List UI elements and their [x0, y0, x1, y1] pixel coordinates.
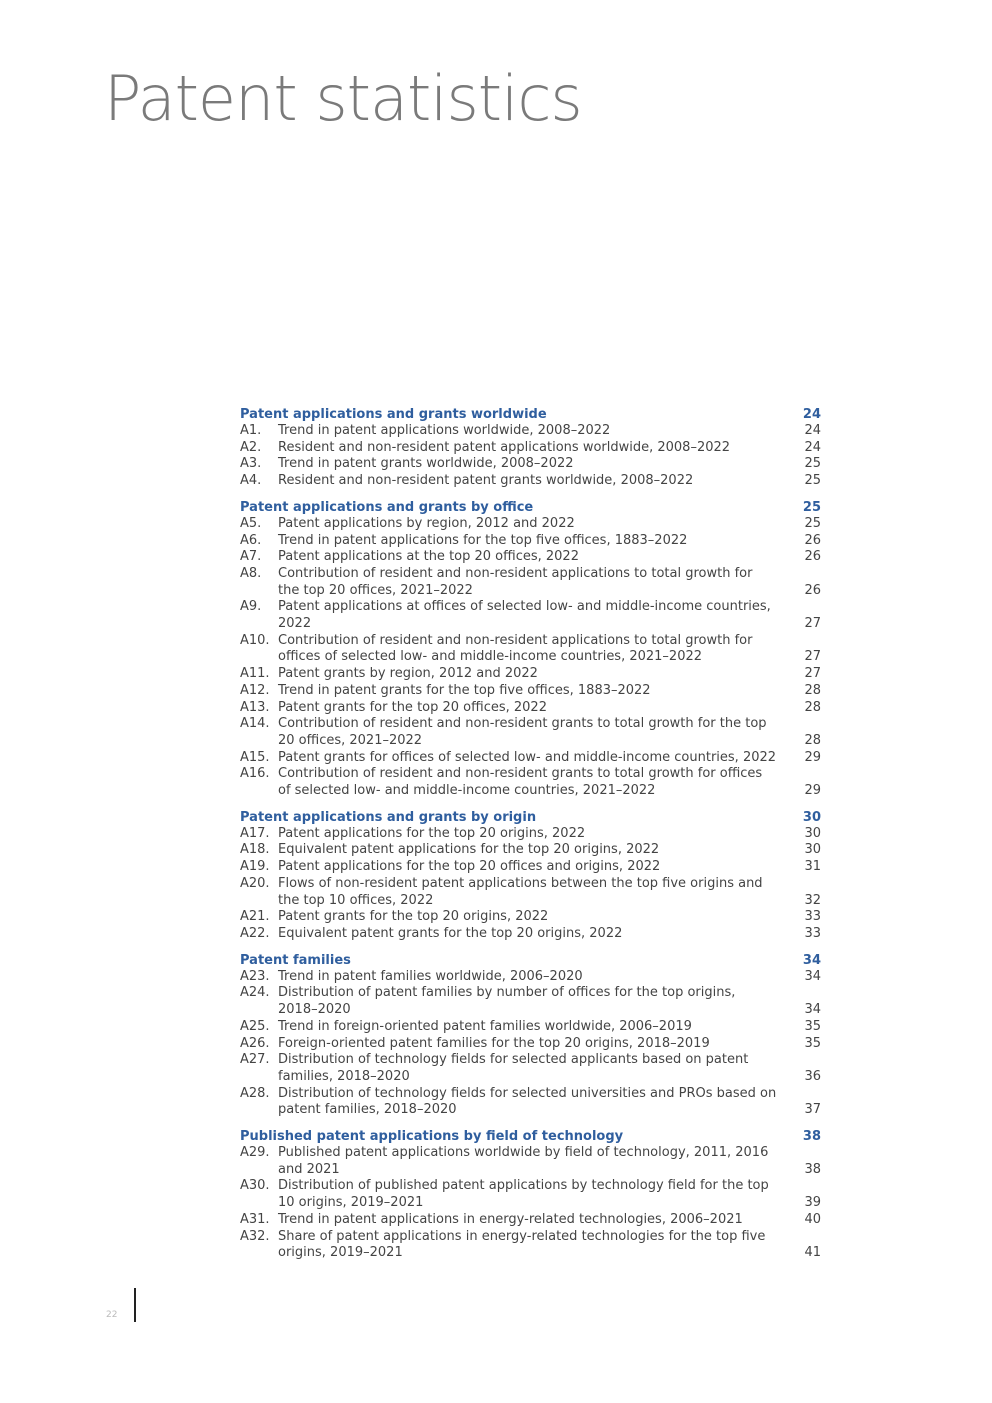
entry-number: A21. [240, 909, 270, 925]
entry-title: Published patent applications worldwide by field of technology, 2011, 2016 and 2021 [278, 1145, 769, 1177]
entry-page-number: 35 [804, 1018, 821, 1034]
entry-page-number: 27 [804, 616, 821, 632]
toc-entry[interactable] [240, 423, 821, 440]
entry-page-number: 30 [804, 842, 821, 858]
entry-page-number: 25 [804, 473, 821, 489]
entry-title: Patent applications at the top 20 offices, 2022 [278, 549, 579, 565]
entry-title: Patent applications for the top 20 offices and origins, 2022 [278, 859, 661, 875]
entry-number: A9. [240, 599, 262, 615]
entry-page-number: 30 [804, 825, 821, 841]
toc-entry[interactable] [240, 1036, 821, 1053]
toc-entry[interactable] [240, 456, 821, 473]
entry-page-number: 31 [804, 859, 821, 875]
entry-title: Trend in patent applications worldwide, 2008–2022 [278, 423, 611, 438]
toc-entry[interactable] [240, 1019, 821, 1036]
entry-number: A16. [240, 766, 270, 782]
entry-number: A1. [240, 423, 262, 438]
entry-title: Contribution of resident and non-resident grants to total growth for offices of selected low- and middle-income countries, 2021–2022 [278, 766, 763, 799]
toc-entry[interactable] [240, 876, 821, 909]
toc-entry[interactable] [240, 1145, 821, 1178]
entry-title: Distribution of published patent applications by technology field for the top 10 origins, 2019–2021 [278, 1178, 769, 1211]
entry-page-number: 34 [804, 1002, 821, 1018]
section-heading-text: Patent families [240, 952, 351, 968]
entry-page-number: 25 [804, 515, 821, 531]
page-number: 22 [106, 1310, 118, 1320]
entry-number: A32. [240, 1228, 270, 1244]
entry-number: A14. [240, 716, 270, 732]
entry-number: A20. [240, 875, 270, 891]
toc-entry[interactable] [240, 859, 821, 876]
toc-entry[interactable] [240, 516, 821, 533]
entry-page-number: 26 [804, 582, 821, 598]
toc-entry[interactable] [240, 440, 821, 457]
toc-section [240, 499, 821, 800]
entry-number: A3. [240, 456, 262, 472]
section-page-number: 25 [802, 499, 821, 515]
entry-page-number: 41 [804, 1245, 821, 1261]
toc-entry[interactable] [240, 700, 821, 717]
entry-page-number: 25 [804, 456, 821, 472]
toc-entry[interactable] [240, 766, 821, 799]
section-heading[interactable] [240, 809, 821, 826]
section-heading[interactable] [240, 1128, 821, 1145]
toc-entry[interactable] [240, 716, 821, 749]
entry-title: Contribution of resident and non-resident grants to total growth for the top 20 offices, 2021–2022 [278, 716, 767, 748]
entry-number: A15. [240, 749, 270, 765]
entry-number: A12. [240, 682, 270, 698]
toc-entry[interactable] [240, 969, 821, 986]
entry-title: Equivalent patent grants for the top 20 origins, 2022 [278, 925, 623, 941]
entry-number: A4. [240, 473, 262, 489]
toc-entry[interactable] [240, 909, 821, 926]
entry-page-number: 40 [804, 1211, 821, 1227]
entry-page-number: 26 [804, 532, 821, 548]
entry-number: A31. [240, 1211, 270, 1227]
toc-entry[interactable] [240, 1086, 821, 1119]
toc-section [240, 406, 821, 490]
entry-number: A8. [240, 565, 262, 581]
toc-entry[interactable] [240, 826, 821, 843]
toc-entry[interactable] [240, 926, 821, 943]
entry-page-number: 27 [804, 649, 821, 665]
entry-page-number: 27 [804, 666, 821, 682]
toc-section [240, 952, 821, 1119]
entry-title: Patent applications by region, 2012 and 2022 [278, 515, 575, 531]
entry-title: Equivalent patent applications for the top 20 origins, 2022 [278, 842, 660, 858]
entry-page-number: 37 [804, 1102, 821, 1118]
toc-entry[interactable] [240, 683, 821, 700]
entry-title: Trend in patent families worldwide, 2006–2020 [278, 968, 583, 984]
entry-title: Trend in patent applications for the top five offices, 1883–2022 [278, 532, 688, 548]
entry-title: Trend in patent grants worldwide, 2008–2022 [278, 456, 574, 472]
entry-page-number: 34 [804, 968, 821, 984]
entry-title: Patent grants for the top 20 offices, 2022 [278, 699, 547, 715]
entry-page-number: 26 [804, 549, 821, 565]
section-heading-text: Patent applications and grants worldwide [240, 407, 547, 422]
entry-title: Patent applications for the top 20 origins, 2022 [278, 825, 586, 841]
entry-title: Share of patent applications in energy-related technologies for the top five origins, 2019–2021 [278, 1228, 766, 1261]
entry-title: Resident and non-resident patent grants worldwide, 2008–2022 [278, 473, 694, 489]
entry-page-number: 33 [804, 925, 821, 941]
entry-number: A26. [240, 1035, 270, 1051]
entry-number: A18. [240, 842, 270, 858]
entry-title: Distribution of technology fields for selected applicants based on patent families, 2018–2020 [278, 1052, 749, 1084]
entry-title: Distribution of patent families by number of offices for the top origins, 2018–2020 [278, 985, 736, 1018]
entry-title: Patent grants for the top 20 origins, 2022 [278, 909, 549, 925]
toc-entry[interactable] [240, 599, 821, 632]
entry-title: Patent grants for offices of selected low- and middle-income countries, 2022 [278, 749, 777, 765]
entry-number: A5. [240, 515, 262, 531]
entry-title: Foreign-oriented patent families for the top 20 origins, 2018–2019 [278, 1035, 710, 1051]
page-divider [134, 1288, 136, 1322]
toc-section [240, 809, 821, 943]
entry-title: Patent grants by region, 2012 and 2022 [278, 666, 538, 682]
section-heading-text: Patent applications and grants by office [240, 499, 534, 515]
entry-page-number: 36 [804, 1068, 821, 1084]
entry-page-number: 39 [804, 1195, 821, 1211]
page-title: Patent statistics [104, 62, 582, 135]
section-heading[interactable] [240, 952, 821, 969]
entry-title: Distribution of technology fields for selected universities and PROs based on patent families, 2018–2020 [278, 1085, 777, 1118]
entry-title: Trend in patent grants for the top five offices, 1883–2022 [278, 682, 651, 698]
toc-entry[interactable] [240, 1178, 821, 1211]
section-heading-text: Published patent applications by field of technology [240, 1129, 624, 1145]
entry-page-number: 29 [804, 783, 821, 799]
entry-title: Resident and non-resident patent applications worldwide, 2008–2022 [278, 439, 731, 455]
entry-page-number: 35 [804, 1035, 821, 1051]
toc-entry[interactable] [240, 842, 821, 859]
entry-number: A6. [240, 532, 262, 548]
entry-number: A10. [240, 632, 270, 648]
entry-number: A27. [240, 1052, 270, 1068]
section-heading[interactable] [240, 499, 821, 516]
toc-entry[interactable] [240, 666, 821, 683]
toc-entry[interactable] [240, 566, 821, 599]
toc-section [240, 1128, 821, 1262]
entry-number: A25. [240, 1018, 270, 1034]
entry-title: Contribution of resident and non-resident applications to total growth for the top 20 offices, 2021–2022 [278, 565, 753, 598]
section-page-number: 34 [802, 952, 821, 968]
entry-number: A30. [240, 1178, 270, 1194]
section-page-number: 30 [802, 809, 821, 825]
entry-page-number: 24 [804, 439, 821, 455]
entry-page-number: 28 [804, 682, 821, 698]
toc-entry[interactable] [240, 750, 821, 767]
entry-title: Contribution of resident and non-resident applications to total growth for offices of selected low- and middle-income countries, 2021–2022 [278, 632, 753, 665]
section-page-number: 38 [802, 1129, 821, 1145]
toc-entry[interactable] [240, 533, 821, 550]
entry-number: A28. [240, 1085, 270, 1101]
section-page-number: 24 [802, 407, 821, 422]
entry-page-number: 38 [804, 1161, 821, 1177]
entry-number: A13. [240, 699, 270, 715]
entry-page-number: 24 [804, 423, 821, 438]
table-of-contents [240, 406, 821, 1271]
toc-entry[interactable] [240, 633, 821, 666]
entry-page-number: 28 [804, 699, 821, 715]
entry-number: A17. [240, 825, 270, 841]
toc-entry[interactable] [240, 1229, 821, 1262]
entry-number: A29. [240, 1145, 270, 1161]
entry-number: A19. [240, 859, 270, 875]
entry-number: A22. [240, 925, 270, 941]
entry-number: A2. [240, 439, 262, 455]
toc-entry[interactable] [240, 549, 821, 566]
section-heading-text: Patent applications and grants by origin [240, 809, 537, 825]
entry-page-number: 28 [804, 732, 821, 748]
entry-title: Patent applications at offices of selected low- and middle-income countries, 2022 [278, 599, 771, 632]
toc-entry[interactable] [240, 1212, 821, 1229]
entry-title: Flows of non-resident patent applications between the top five origins and the top 10 offices, 2022 [278, 875, 763, 908]
toc-entry[interactable] [240, 473, 821, 490]
entry-page-number: 33 [804, 909, 821, 925]
toc-entry[interactable] [240, 985, 821, 1018]
entry-page-number: 29 [804, 749, 821, 765]
toc-entry[interactable] [240, 1052, 821, 1085]
entry-number: A23. [240, 968, 270, 984]
entry-number: A7. [240, 549, 262, 565]
entry-number: A11. [240, 666, 270, 682]
entry-title: Trend in patent applications in energy-related technologies, 2006–2021 [278, 1211, 743, 1227]
entry-title: Trend in foreign-oriented patent families worldwide, 2006–2019 [278, 1018, 692, 1034]
entry-number: A24. [240, 985, 270, 1001]
entry-page-number: 32 [804, 892, 821, 908]
section-heading[interactable] [240, 406, 821, 423]
